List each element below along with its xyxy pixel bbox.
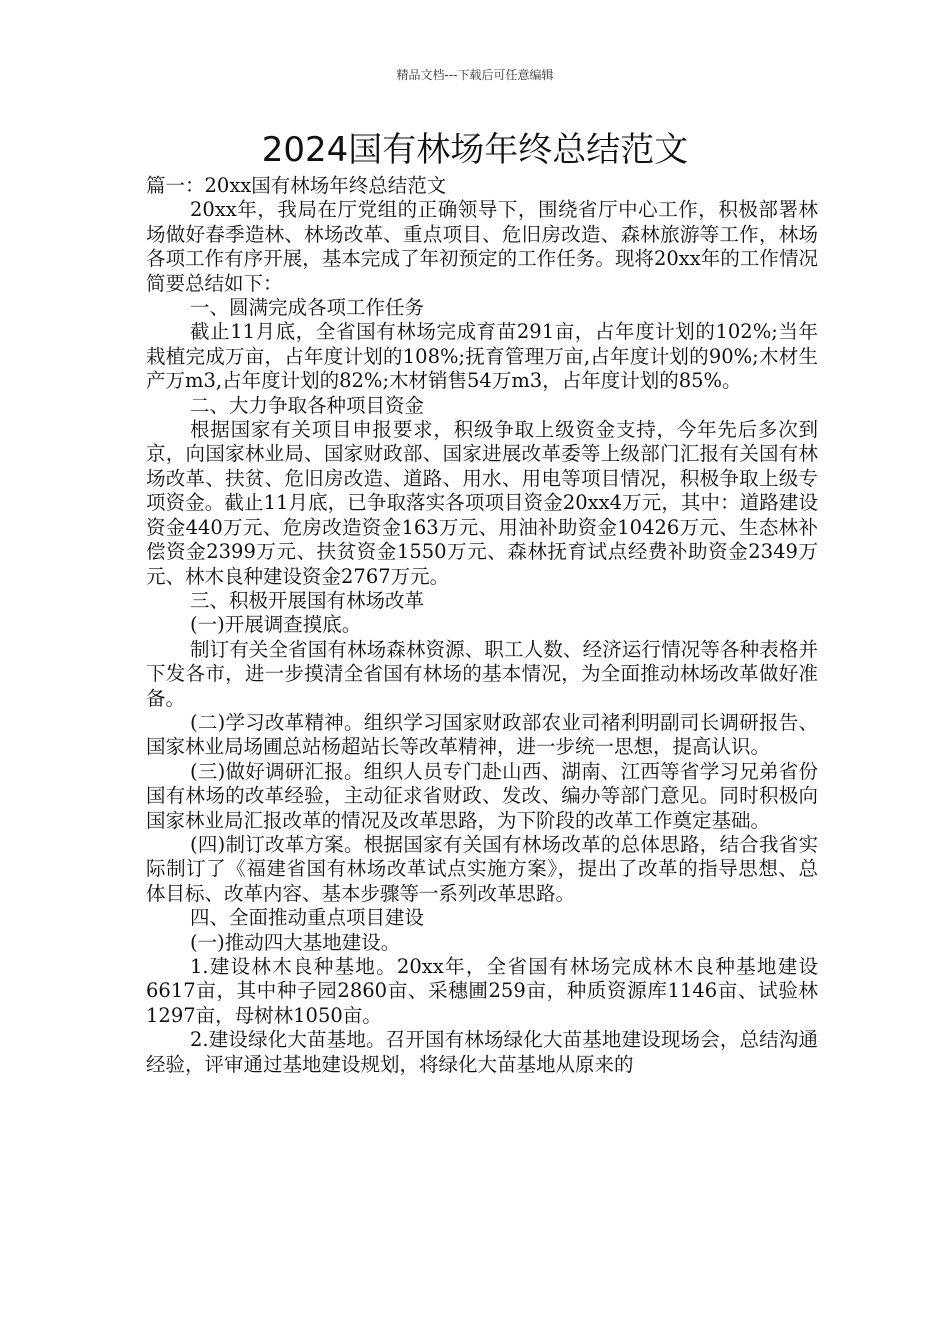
paragraph: 根据国家有关项目申报要求，积级争取上级资金支持，今年先后多次到京，向国家林业局、国家财政部、国家进展改革委等上级部门汇报有关国有林场改革、扶贫、危旧房改造、道路、用水、用电等项目情况，积极争取上级专项资金。截止11月底，已争取落实各项项目资金20xx4万元，其中：道路建设资金440万元、危房改造资金163万元、用油补助资金10426万元、生态林补偿资金2399万元、扶贫资金1550万元、森林抚育试点经费补助资金2349万元、林木良种建设资金2767万元。 xyxy=(146,418,818,588)
section-heading: 二、大力争取各种项目资金 xyxy=(190,393,425,417)
document-body xyxy=(146,174,818,1077)
section-heading: 四、全面推动重点项目建设 xyxy=(190,906,425,930)
subsection-heading: (一)推动四大基地建设。 xyxy=(190,930,401,954)
paragraph: (四)制订改革方案。根据国家有关国有林场改革的总体思路，结合我省实际制订了《福建省国有林场改革试点实施方案》，提出了改革的指导思想、总体目标、改革内容、基本步骤等一系列改革思路。 xyxy=(146,832,818,905)
paragraph: 1.建设林木良种基地。20xx年，全省国有林场完成林木良种基地建设6617亩，其中种子园2860亩、采穗圃259亩，种质资源库1146亩、试验林1297亩，母树林1050亩。 xyxy=(146,955,818,1027)
section-heading: 一、圆满完成各项工作任务 xyxy=(190,296,425,320)
document-title: 2024国有林场年终总结范文 xyxy=(261,130,689,170)
subsection-heading: (一)开展调查摸底。 xyxy=(190,613,362,637)
section-heading: 三、积极开展国有林场改革 xyxy=(190,588,425,612)
paragraph: (二)学习改革精神。组织学习国家财政部农业司褚利明副司长调研报告、国家林业局场圃总站杨超站长等改革精神，进一步统一思想，提高认识。 xyxy=(146,710,818,759)
section-intro-line: 篇一：20xx国有林场年终总结范文 xyxy=(146,174,447,197)
page-header-note: 精品文档---下载后可任意编辑 xyxy=(396,68,554,82)
paragraph: 制订有关全省国有林场森林资源、职工人数、经济运行情况等各种表格并下发各市，进一步摸清全省国有林场的基本情况，为全面推动林场改革做好准备。 xyxy=(146,637,818,710)
paragraph: 2.建设绿化大苗基地。召开国有林场绿化大苗基地建设现场会，总结沟通经验，评审通过基地建设规划，将绿化大苗基地从原来的 xyxy=(146,1028,818,1076)
paragraph: 20xx年，我局在厅党组的正确领导下，围绕省厅中心工作，积极部署林场做好春季造林、林场改革、重点项目、危旧房改造、森林旅游等工作，林场各项工作有序开展，基本完成了年初预定的工作任务。现将20xx年的工作情况简要总结如下： xyxy=(146,198,818,295)
paragraph: 截止11月底，全省国有林场完成育苗291亩，占年度计划的102%;当年栽植完成万亩，占年度计划的108%;抚育管理万亩,占年度计划的90%;木材生产万m3,占年度计划的82%;木材销售54万m3，占年度计划的85%。 xyxy=(146,320,818,393)
paragraph: (三)做好调研汇报。组织人员专门赴山西、湖南、江西等省学习兄弟省份国有林场的改革经验，主动征求省财政、发改、编办等部门意见。同时积极向国家林业局汇报改革的情况及改革思路，为下阶段的改革工作奠定基础。 xyxy=(146,759,818,832)
